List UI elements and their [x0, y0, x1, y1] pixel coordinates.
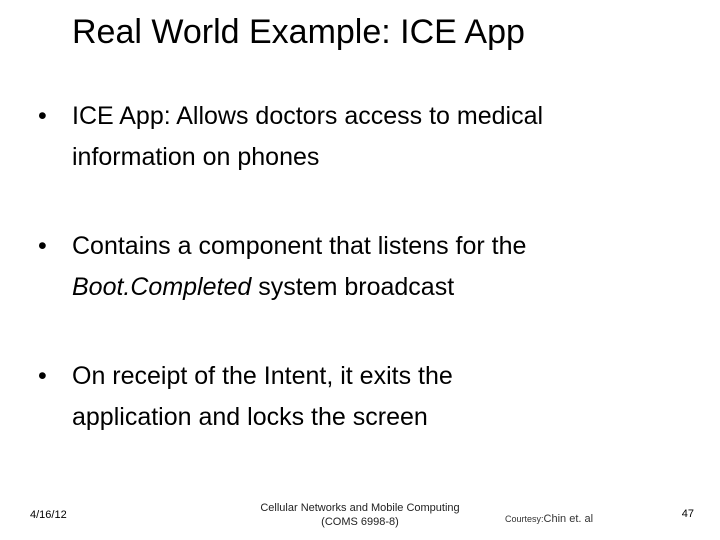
- slide-title: Real World Example: ICE App: [72, 13, 525, 51]
- course-name: Cellular Networks and Mobile Computing: [260, 502, 460, 514]
- bullet-item: [38, 356, 678, 438]
- footer-course: [255, 501, 465, 529]
- bullet-line: Contains a component that listens for the: [72, 232, 527, 260]
- bullet-item: [38, 96, 678, 178]
- credit-value: Chin et. al: [543, 513, 594, 525]
- course-code: (COMS 6998-8): [321, 516, 399, 528]
- bullet-item: [38, 226, 678, 308]
- bullet-dot-icon: •: [38, 362, 47, 390]
- bullet-line: information on phones: [72, 143, 320, 171]
- bullet-dot-icon: •: [38, 102, 47, 130]
- page-number: 47: [681, 508, 694, 520]
- bullet-line: application and locks the screen: [72, 403, 428, 431]
- bullet-dot-icon: •: [38, 232, 47, 260]
- bullet-line: ICE App: Allows doctors access to medical: [72, 102, 544, 130]
- footer-credit: [505, 512, 593, 526]
- footer-date: 4/16/12: [30, 509, 67, 521]
- bullet-list: [38, 96, 678, 486]
- credit-label: Courtesy:: [505, 514, 544, 524]
- bullet-line: On receipt of the Intent, it exits the: [72, 362, 453, 390]
- broadcast-name: Boot.Completed: [72, 273, 252, 301]
- bullet-line: [72, 267, 678, 308]
- bullet-line-rest: system broadcast: [251, 273, 455, 301]
